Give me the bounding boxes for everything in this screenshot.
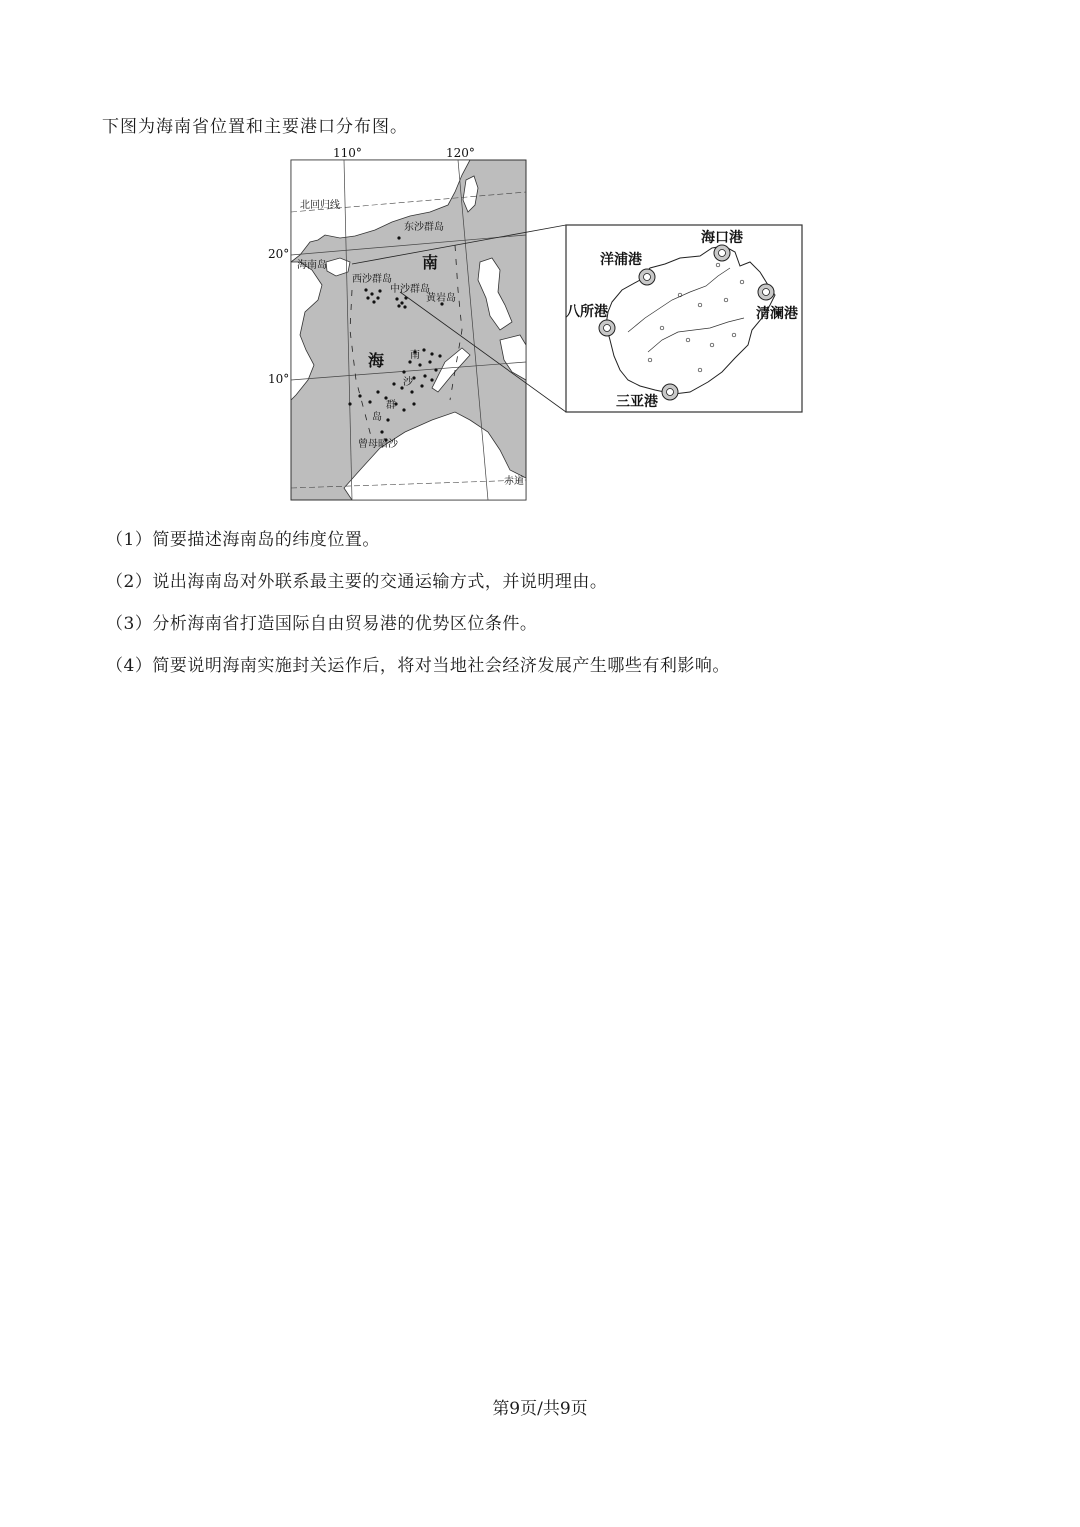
hai-label: 海 [368, 351, 385, 370]
hainan-ports-inset [566, 225, 802, 412]
nansha-char-3: 群 [386, 400, 396, 411]
port-label-yangpu: 洋浦港 [600, 252, 642, 268]
lon-label-110: 110° [333, 146, 362, 160]
port-label-basuo: 八所港 [566, 304, 608, 320]
lat-label-20: 20° [268, 247, 290, 261]
intro-text: 下图为海南省位置和主要港口分布图。 [102, 117, 408, 137]
xisha-label: 西沙群岛 [352, 274, 392, 285]
tropic-label: 北回归线 [300, 200, 340, 211]
south-china-sea-map [268, 146, 526, 500]
zhongsha-label: 中沙群岛 [390, 284, 430, 295]
page-footer: 第9页/共9页 [492, 1399, 588, 1419]
nansha-char-1: 南 [410, 350, 420, 361]
question-2: （2）说出海南岛对外联系最主要的交通运输方式，并说明理由。 [106, 572, 608, 592]
nan-label: 南 [422, 253, 439, 272]
port-label-haikou: 海口港 [701, 230, 743, 246]
equator-label: 赤道 [504, 476, 524, 487]
huangyan-label: 黄岩岛 [426, 293, 456, 304]
zengmu-label: 曾母暗沙 [358, 439, 398, 450]
nansha-char-4: 岛 [372, 412, 382, 423]
lon-label-120: 120° [446, 146, 475, 160]
port-label-qinglan: 清澜港 [756, 306, 798, 322]
lat-label-10: 10° [268, 372, 290, 386]
dongsha-label: 东沙群岛 [404, 222, 444, 233]
port-label-sanya: 三亚港 [616, 394, 658, 410]
question-1: （1）简要描述海南岛的纬度位置。 [106, 530, 380, 550]
nansha-char-2: 沙 [403, 377, 413, 388]
question-3: （3）分析海南省打造国际自由贸易港的优势区位条件。 [106, 614, 538, 634]
question-4: （4）简要说明海南实施封关运作后，将对当地社会经济发展产生哪些有利影响。 [106, 656, 730, 676]
hainan-island-label: 海南岛 [297, 260, 327, 271]
